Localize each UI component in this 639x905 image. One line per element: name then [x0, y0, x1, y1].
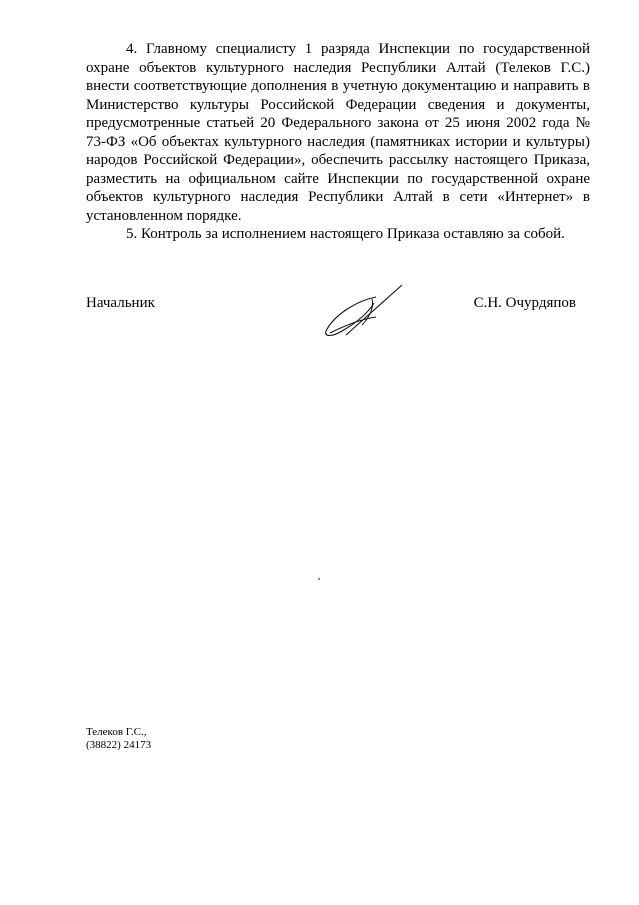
signature-block [86, 287, 590, 347]
executor-name: Телеков Г.С., [86, 726, 147, 738]
signatory-title: Начальник [86, 295, 155, 311]
paragraph-item-4: 4. Главному специалисту 1 разряда Инспекции по государственной охране объектов культурного наследия Республики Алтай (Телеков Г.С.) внести соответствующие дополнения в учетную документацию и направить в Министерство культуры Российской Федерации сведения и документы, предусмотренные статьей 20 Федерального закона от 25 июня 2002 года № 73-ФЗ «Об объектах культурного наследия (памятниках истории и культуры) народов Российской Федерации», обеспечить рассылку настоящего Приказа, разместить на официальном сайте Инспекции по государственной охране объектов культурного наследия Республики Алтай в сети «Интернет» в установленном порядке. [86, 41, 590, 224]
handwritten-signature [316, 283, 416, 343]
executor-phone: (38822) 24173 [86, 739, 152, 751]
signatory-name: С.Н. Очурдяпов [473, 295, 576, 311]
executor-footer [86, 726, 151, 752]
document-body [86, 40, 590, 244]
paragraph-item-5: 5. Контроль за исполнением настоящего Приказа оставляю за собой. [126, 226, 565, 242]
stray-mark [318, 578, 320, 580]
